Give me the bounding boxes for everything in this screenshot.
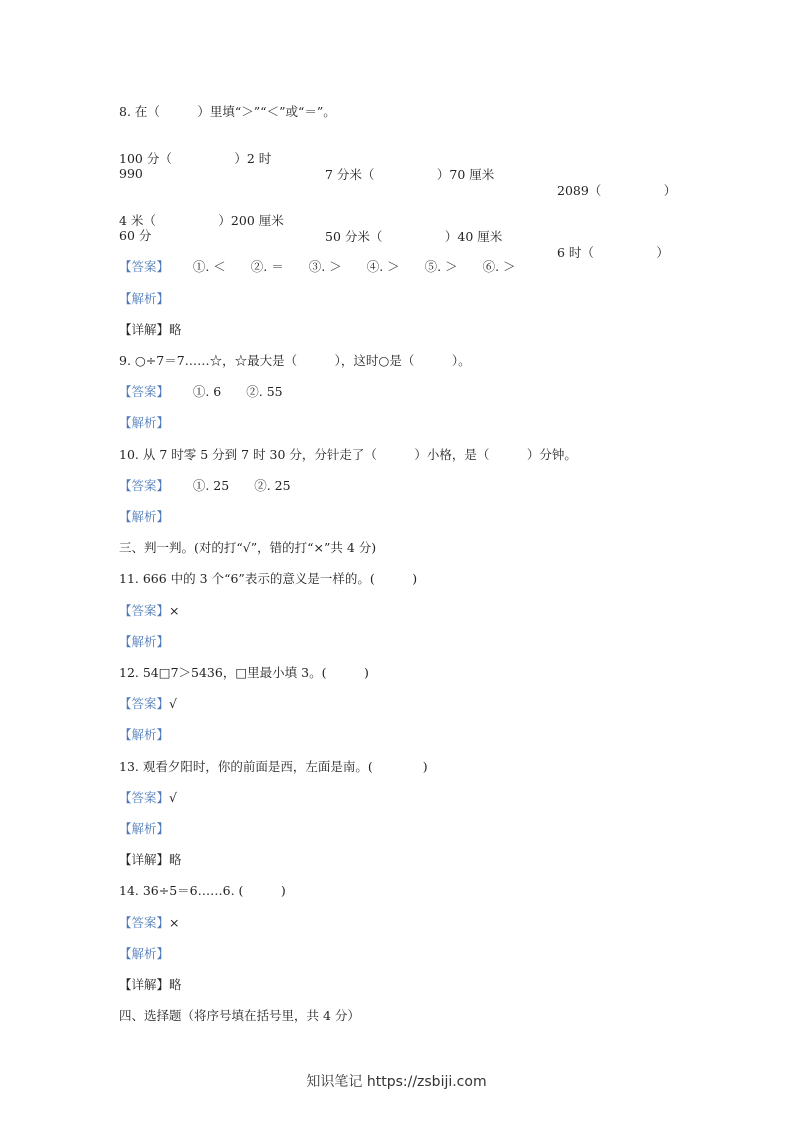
answer-text: × [169,603,180,618]
q14-answer [119,915,180,931]
q14-analysis: 【解析】 [119,946,170,961]
q11-question: 11. 666 中的 3 个“6”表示的意义是一样的。( ) [119,571,418,586]
q11-analysis: 【解析】 [119,634,170,649]
answer-text: √ [169,790,177,805]
q8-detail: 【详解】略 [119,322,182,337]
q12-answer [119,696,177,712]
q9-analysis: 【解析】 [119,415,170,430]
q14-question: 14. 36÷5＝6……6. ( ) [119,883,286,898]
answer-text: × [169,915,180,930]
answer-label: 【答案】 [119,603,170,618]
answer-label: 【答案】 [119,478,170,493]
q9-question: 9. ○÷7＝7……☆，☆最大是（ ），这时○是（ ）。 [119,353,471,368]
answer-label: 【答案】 [119,696,170,711]
q8-answer [119,259,516,275]
q13-detail: 【详解】略 [119,852,182,867]
q11-answer [119,603,180,619]
answer-label: 【答案】 [119,790,170,805]
answer-text: √ [169,696,177,711]
q8-row1-wrap: 990 [119,166,143,181]
q8-question: 8. 在（ ）里填“＞”“＜”或“＝”。 [119,104,336,119]
q8-row2 [119,197,679,261]
q14-detail: 【详解】略 [119,977,182,992]
q10-answer [119,478,291,494]
q12-question: 12. 54□7＞5436，□里最小填 3。( ) [119,665,369,680]
answer-label: 【答案】 [119,384,170,399]
q12-analysis: 【解析】 [119,727,170,742]
section-4-heading: 四、选择题（将序号填在括号里，共 4 分） [119,1008,360,1023]
q10-analysis: 【解析】 [119,509,170,524]
q13-answer [119,790,177,806]
q8-row2-item1: 4 米（ ）200 厘米 [119,213,284,228]
answer-text: ①. 25 ②. 25 [192,478,291,493]
q8-row2-wrap: 60 分 [119,228,152,243]
q8-row1-item3: 2089（ ） [557,183,677,198]
q13-question: 13. 观看夕阳时，你的前面是西，左面是南。( ) [119,759,428,774]
q9-answer [119,384,283,400]
q8-row1 [119,135,679,199]
footer-watermark: 知识笔记 https://zsbiji.com [306,1074,487,1090]
answer-text: ①. 6 ②. 55 [192,384,283,399]
answer-label: 【答案】 [119,259,170,274]
q8-row1-item2: 7 分米（ ）70 厘米 [325,167,495,182]
q8-analysis: 【解析】 [119,291,170,306]
q10-question: 10. 从 7 时零 5 分到 7 时 30 分，分针走了（ ）小格，是（ ）分钟。 [119,447,577,462]
q8-row2-item3: 6 时（ ） [557,245,669,260]
section-3-heading: 三、判一判。(对的打“√”，错的打“×”共 4 分) [119,540,377,555]
answer-label: 【答案】 [119,915,170,930]
q8-row1-item1: 100 分（ ）2 时 [119,151,272,166]
q13-analysis: 【解析】 [119,821,170,836]
answer-text: ①. ＜ ②. ＝ ③. ＞ ④. ＞ ⑤. ＞ ⑥. ＞ [192,259,516,274]
q8-row2-item2: 50 分米（ ）40 厘米 [325,229,503,244]
